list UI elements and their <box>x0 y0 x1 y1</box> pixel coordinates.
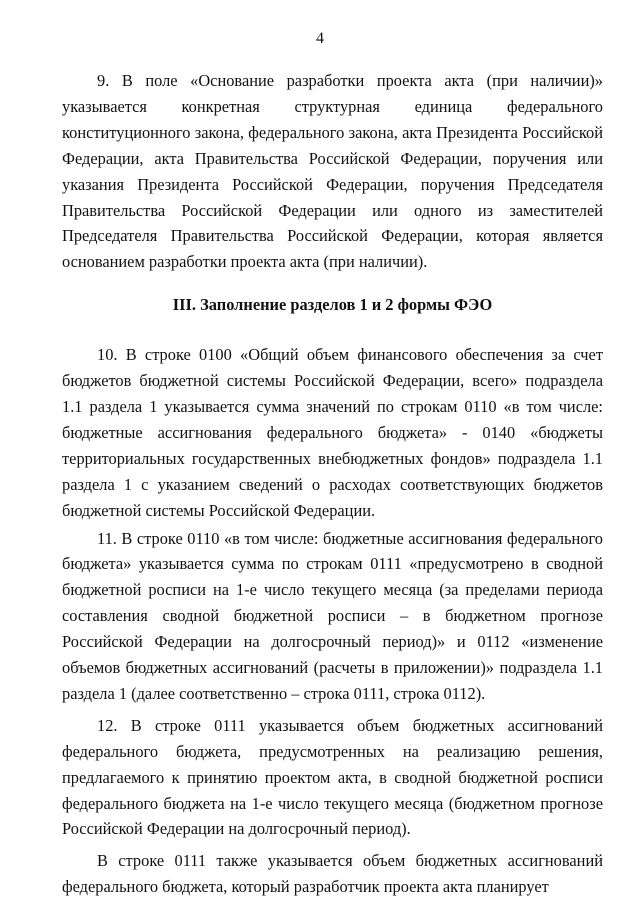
paragraph-11: 11. В строке 0110 «в том числе: бюджетные ассигнования федерального бюджета» указывается сумма по строкам 0111 «предусмотрено в сводной бюджетной росписи на 1-е число текущего месяца (за пределами периода составления сводной бюджетной росписи – в бюджетном прогнозе Российской Федерации на долгосрочный период)» и 0112 «изменение объемов бюджетных ассигнований (расчеты в приложении)» подраздела 1.1 раздела 1 (далее соответственно – строка 0111, строка 0112). <box>62 528 603 703</box>
document-body <box>62 68 603 900</box>
paragraph-12: 12. В строке 0111 указывается объем бюджетных ассигнований федерального бюджета, предусмотренных на реализацию решения, предлагаемого к принятию проектом акта, в сводной бюджетной росписи федерального бюджета на 1-е число текущего месяца (бюджетном прогнозе Российской Федерации на долгосрочный период). <box>62 715 603 839</box>
paragraph-9: 9. В поле «Основание разработки проекта акта (при наличии)» указывается конкретная структурная единица федерального конституционного закона, федерального закона, акта Президента Российской Федерации, акта Правительства Российской Федерации, поручения или указания Президента Российской Федерации, поручения Председателя Правительства Российской Федерации или одного из заместителей Председателя Правительства Российской Федерации, которая является основанием разработки проекта акта (при наличии). <box>62 71 603 272</box>
page-number: 4 <box>316 30 324 47</box>
section-heading-3: III. Заполнение разделов 1 и 2 формы ФЭО <box>172 295 493 315</box>
paragraph-12-continued: В строке 0111 также указывается объем бюджетных ассигнований федерального бюджета, который разработчик проекта акта планирует <box>62 851 603 897</box>
paragraph-10: 10. В строке 0100 «Общий объем финансового обеспечения за счет бюджетов бюджетной системы Российской Федерации, всего» подраздела 1.1 раздела 1 указывается сумма значений по строкам 0110 «в том числе: бюджетные ассигнования федерального бюджета» - 0140 «бюджеты территориальных государственных внебюджетных фондов» подраздела 1.1 раздела 1 с указанием сведений о расходах соответствующих бюджетов бюджетной системы Российской Федерации. <box>62 345 603 520</box>
